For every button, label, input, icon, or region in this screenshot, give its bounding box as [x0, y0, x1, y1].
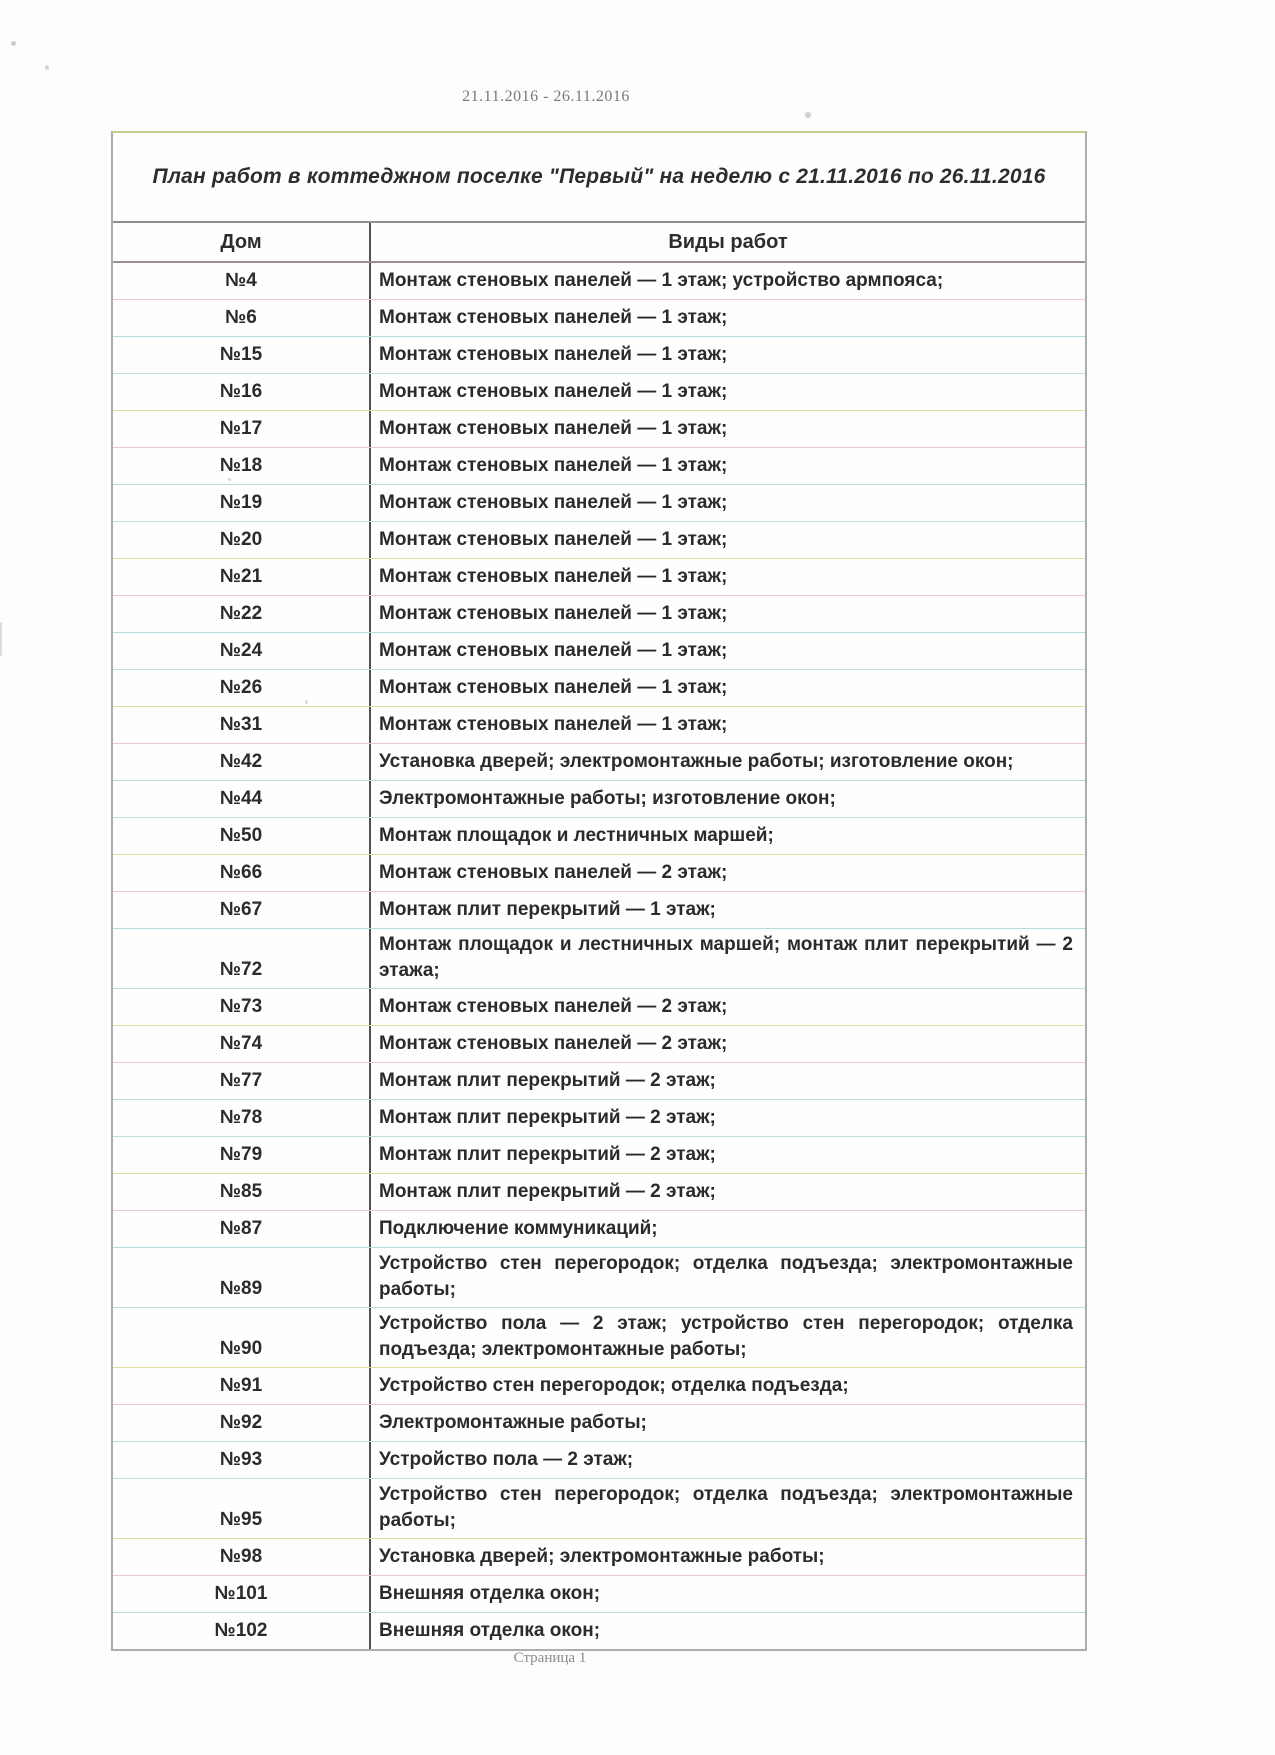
- works-description: Внешняя отделка окон;: [379, 1619, 601, 1641]
- table-row: [113, 892, 1085, 929]
- house-number: №92: [113, 1405, 371, 1441]
- table-row: [113, 1211, 1085, 1248]
- table-title: План работ в коттеджном поселке "Первый" на неделю с 21.11.2016 по 26.11.2016: [152, 165, 1046, 188]
- table-row: [113, 989, 1085, 1026]
- table-body: [113, 263, 1085, 1649]
- works-description: Установка дверей; электромонтажные работы; изготовление окон;: [379, 750, 1014, 772]
- table-row: [113, 1613, 1085, 1649]
- house-number: №78: [113, 1100, 371, 1136]
- house-number: №77: [113, 1063, 371, 1099]
- works-description: Монтаж стеновых панелей — 1 этаж;: [379, 602, 728, 624]
- works-description: Монтаж стеновых панелей — 1 этаж;: [379, 454, 728, 476]
- table-row: [113, 411, 1085, 448]
- works-description: Монтаж плит перекрытий — 2 этаж;: [379, 1069, 716, 1091]
- works-description: Монтаж площадок и лестничных маршей; монтаж плит перекрытий — 2 этажа;: [379, 934, 1073, 981]
- house-number: №72: [113, 929, 371, 988]
- house-number: №50: [113, 818, 371, 854]
- works-description: Внешняя отделка окон;: [379, 1582, 601, 1604]
- scan-speck: [228, 478, 231, 481]
- works-description: Монтаж стеновых панелей — 1 этаж;: [379, 343, 728, 365]
- table-row: [113, 818, 1085, 855]
- works-description: Монтаж площадок и лестничных маршей;: [379, 824, 774, 846]
- works-description: Монтаж стеновых панелей — 1 этаж;: [379, 676, 728, 698]
- table-row: [113, 707, 1085, 744]
- works-description: Монтаж стеновых панелей — 1 этаж;: [379, 380, 728, 402]
- works-description: Устройство стен перегородок; отделка подъезда; электромонтажные работы;: [379, 1253, 1073, 1300]
- table-row: [113, 1405, 1085, 1442]
- house-number: №19: [113, 485, 371, 521]
- house-number: №20: [113, 522, 371, 558]
- house-number: №42: [113, 744, 371, 780]
- works-description: Монтаж стеновых панелей — 2 этаж;: [379, 1032, 728, 1054]
- house-number: №26: [113, 670, 371, 706]
- house-number: №74: [113, 1026, 371, 1062]
- table-row: [113, 1539, 1085, 1576]
- table-row: [113, 744, 1085, 781]
- table-row: [113, 1137, 1085, 1174]
- table-row: [113, 559, 1085, 596]
- house-number: №44: [113, 781, 371, 817]
- house-number: №89: [113, 1248, 371, 1307]
- table-row: [113, 1248, 1085, 1308]
- table-row: [113, 1100, 1085, 1137]
- house-number: №31: [113, 707, 371, 743]
- works-description: Монтаж стеновых панелей — 2 этаж;: [379, 995, 728, 1017]
- house-number: №21: [113, 559, 371, 595]
- table-row: [113, 596, 1085, 633]
- works-description: Монтаж стеновых панелей — 1 этаж;: [379, 639, 728, 661]
- house-number: №24: [113, 633, 371, 669]
- table-row: [113, 670, 1085, 707]
- table-row: [113, 374, 1085, 411]
- works-description: Монтаж плит перекрытий — 1 этаж;: [379, 898, 716, 920]
- house-number: №22: [113, 596, 371, 632]
- table-row: [113, 1442, 1085, 1479]
- scan-speck: [45, 65, 49, 70]
- table-row: [113, 1368, 1085, 1405]
- works-description: Монтаж плит перекрытий — 2 этаж;: [379, 1106, 716, 1128]
- works-description: Устройство стен перегородок; отделка подъезда;: [379, 1374, 849, 1396]
- house-number: №85: [113, 1174, 371, 1210]
- house-number: №15: [113, 337, 371, 373]
- table-row: [113, 1026, 1085, 1063]
- column-header-house: Дом: [113, 223, 371, 261]
- table-row: [113, 855, 1085, 892]
- works-description: Монтаж стеновых панелей — 1 этаж;: [379, 417, 728, 439]
- works-description: Монтаж стеновых панелей — 1 этаж;: [379, 528, 728, 550]
- house-number: №95: [113, 1479, 371, 1538]
- works-description: Электромонтажные работы; изготовление окон;: [379, 787, 836, 809]
- works-description: Монтаж стеновых панелей — 1 этаж;: [379, 491, 728, 513]
- works-description: Устройство пола — 2 этаж;: [379, 1448, 634, 1470]
- table-header-row: [113, 223, 1085, 263]
- page-footer: Страница 1: [513, 1650, 587, 1666]
- table-row: [113, 448, 1085, 485]
- table-row: [113, 300, 1085, 337]
- house-number: №91: [113, 1368, 371, 1404]
- house-number: №73: [113, 989, 371, 1025]
- table-row: [113, 1174, 1085, 1211]
- works-description: Подключение коммуникаций;: [379, 1217, 658, 1239]
- house-number: №17: [113, 411, 371, 447]
- works-description: Монтаж стеновых панелей — 1 этаж; устройство армпояса;: [379, 269, 944, 291]
- house-number: №4: [113, 263, 371, 299]
- scan-speck: [11, 41, 16, 46]
- works-description: Монтаж стеновых панелей — 1 этаж;: [379, 565, 728, 587]
- house-number: №66: [113, 855, 371, 891]
- scan-speck: [305, 700, 308, 704]
- table-title-row: [113, 133, 1085, 223]
- house-number: №93: [113, 1442, 371, 1478]
- table-row: [113, 1063, 1085, 1100]
- works-description: Монтаж плит перекрытий — 2 этаж;: [379, 1180, 716, 1202]
- house-number: №79: [113, 1137, 371, 1173]
- table-row: [113, 522, 1085, 559]
- table-row: [113, 485, 1085, 522]
- house-number: №67: [113, 892, 371, 928]
- house-number: №18: [113, 448, 371, 484]
- table-row: [113, 1308, 1085, 1368]
- table-row: [113, 929, 1085, 989]
- scan-edge-mark: [0, 622, 2, 656]
- date-range: 21.11.2016 - 26.11.2016: [462, 88, 630, 105]
- works-description: Монтаж плит перекрытий — 2 этаж;: [379, 1143, 716, 1165]
- house-number: №98: [113, 1539, 371, 1575]
- table-row: [113, 1479, 1085, 1539]
- house-number: №6: [113, 300, 371, 336]
- works-description: Монтаж стеновых панелей — 1 этаж;: [379, 713, 728, 735]
- works-description: Монтаж стеновых панелей — 1 этаж;: [379, 306, 728, 328]
- table-row: [113, 337, 1085, 374]
- works-description: Устройство стен перегородок; отделка подъезда; электромонтажные работы;: [379, 1484, 1073, 1531]
- table-row: [113, 633, 1085, 670]
- works-description: Электромонтажные работы;: [379, 1411, 647, 1433]
- column-header-works: Виды работ: [668, 230, 788, 253]
- table-row: [113, 1576, 1085, 1613]
- works-description: Устройство пола — 2 этаж; устройство стен перегородок; отделка подъезда; электромонтажные работы;: [379, 1313, 1073, 1360]
- house-number: №101: [113, 1576, 371, 1612]
- house-number: №16: [113, 374, 371, 410]
- table-row: [113, 781, 1085, 818]
- house-number: №87: [113, 1211, 371, 1247]
- scan-speck: [805, 112, 811, 118]
- work-plan-table: [111, 131, 1087, 1651]
- table-row: [113, 263, 1085, 300]
- house-number: №90: [113, 1308, 371, 1367]
- scan-speck: [924, 171, 928, 175]
- house-number: №102: [113, 1613, 371, 1649]
- works-description: Установка дверей; электромонтажные работы;: [379, 1545, 825, 1567]
- works-description: Монтаж стеновых панелей — 2 этаж;: [379, 861, 728, 883]
